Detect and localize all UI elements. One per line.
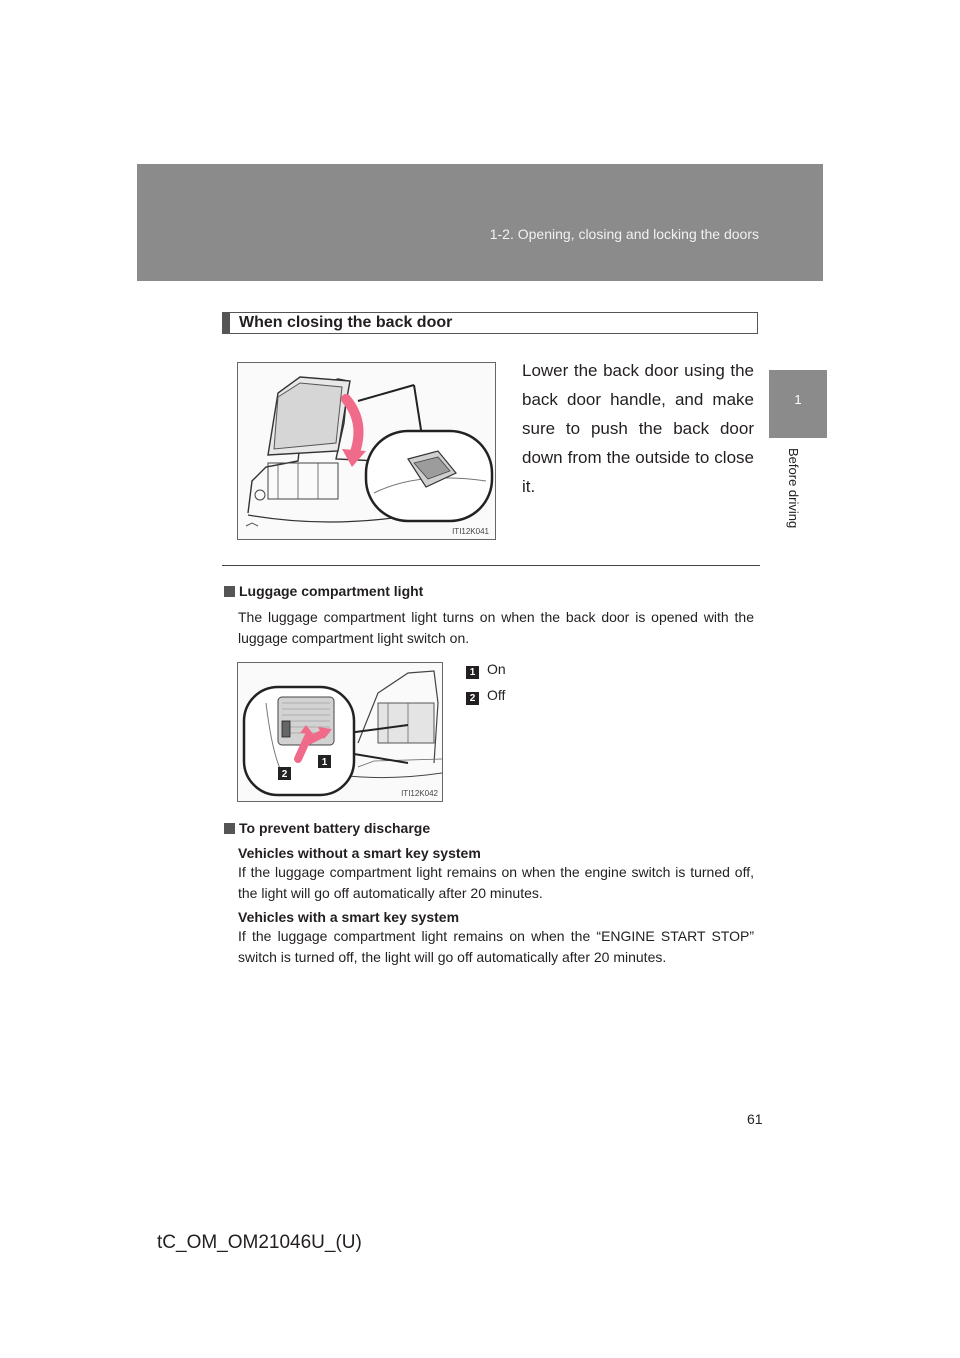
luggage-light-text: The luggage compartment light turns on when the back door is opened with the luggage compartment light switch on. bbox=[238, 609, 754, 646]
luggage-light-heading: Luggage compartment light bbox=[224, 583, 423, 599]
page-number: 61 bbox=[747, 1111, 763, 1127]
chapter-tab bbox=[769, 370, 827, 438]
figure-code-2: ITI12K042 bbox=[401, 789, 438, 798]
chapter-number: 1 bbox=[794, 392, 802, 407]
section-divider bbox=[222, 565, 760, 566]
chapter-label: Before driving bbox=[786, 448, 801, 529]
document-code: tC_OM_OM21046U_(U) bbox=[157, 1232, 362, 1253]
without-smart-key-title: Vehicles without a smart key system bbox=[238, 845, 481, 861]
header-band bbox=[137, 164, 823, 281]
luggage-light-switch-illustration bbox=[237, 662, 443, 802]
without-smart-key-text: If the luggage compartment light remains on when the engine switch is turned off, the light will go off automatically after 20 minutes. bbox=[238, 864, 754, 901]
with-smart-key-title: Vehicles with a smart key system bbox=[238, 909, 460, 925]
legend-item-off: 2 Off bbox=[466, 687, 505, 705]
legend-badge-1: 1 bbox=[466, 666, 479, 679]
car-rear-back-door-drawing bbox=[238, 363, 496, 540]
svg-text:1: 1 bbox=[321, 757, 328, 768]
section-title: When closing the back door bbox=[239, 314, 453, 331]
section-heading bbox=[222, 312, 758, 334]
with-smart-key-text: If the luggage compartment light remains on when the “ENGINE START STOP” switch is turned off, the light will go off automatically after 20 minutes. bbox=[238, 928, 754, 965]
legend-item-on: 1 On bbox=[466, 661, 506, 679]
svg-text:2: 2 bbox=[281, 769, 288, 780]
back-door-illustration bbox=[237, 362, 496, 540]
luggage-light-switch-drawing bbox=[238, 663, 443, 802]
section-intro-text: Lower the back door using the back door handle, and make sure to push the back door down from the outside to close it. bbox=[522, 361, 754, 496]
square-bullet-icon bbox=[224, 586, 235, 597]
header-title: 1-2. Opening, closing and locking the doors bbox=[489, 226, 759, 242]
figure-code-1: ITI12K041 bbox=[452, 527, 489, 536]
square-bullet-icon bbox=[224, 823, 235, 834]
legend-badge-2: 2 bbox=[466, 692, 479, 705]
battery-heading: To prevent battery discharge bbox=[224, 820, 430, 836]
